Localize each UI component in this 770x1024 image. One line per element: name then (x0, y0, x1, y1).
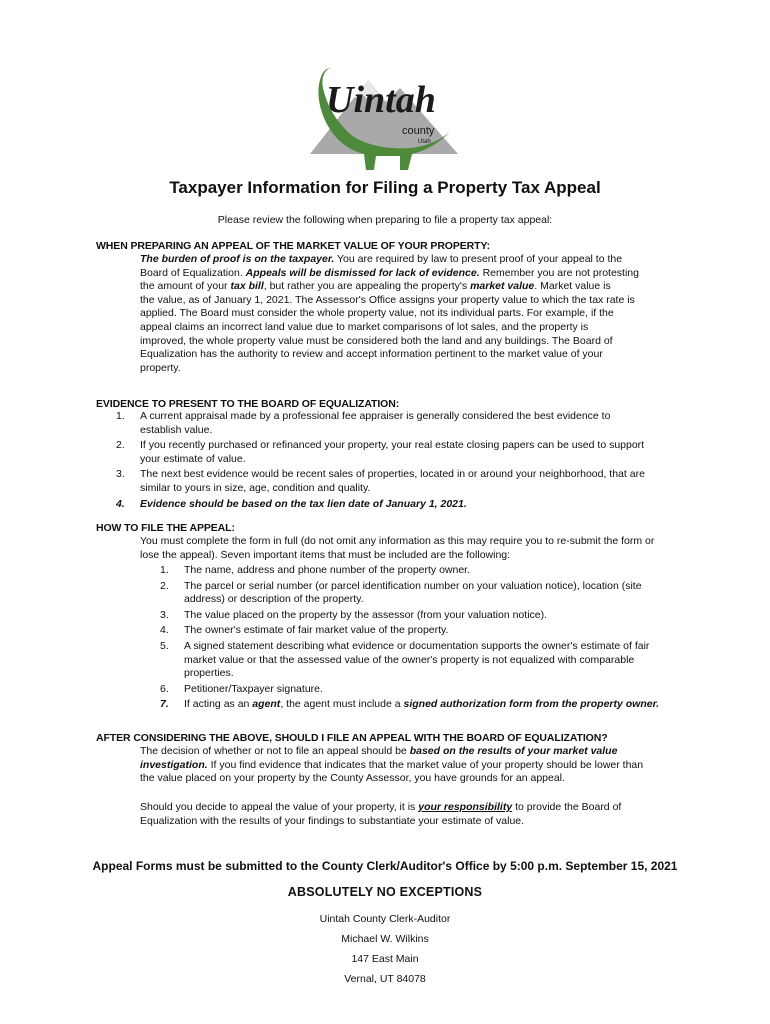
list-item: 2. If you recently purchased or refinanced your property, your real estate closing papers can be used to support your estimate of value. (116, 439, 645, 465)
logo-state-text: Utah (418, 139, 431, 145)
evidence-heading: EVIDENCE TO PRESENT TO THE BOARD OF EQUALIZATION: (96, 398, 400, 410)
market-value-paragraph: The burden of proof is on the taxpayer. You are required by law to present proof of your appeal to the Board of Equalization. Appeals will be dismissed for lack of evidence. Remember you are not protesting the amount of your tax bill, but rather you are appealing the property's market value. Market value is the value, as of January 1, 2021. The Assessor's Office assigns your property value to which the tax rate is applied. The Board must consider the whole property value, not its individual parts. For example, if the appeal claims an incorrect land value due to market comparisons of lot sales, and the property is improved, the whole property value must be considered both the land and any buildings. The Board of Equalization has the authority to review and accept information pertinent to the market value of your property. (140, 253, 639, 374)
deadline-notice: Appeal Forms must be submitted to the County Clerk/Auditor's Office by 5:00 p.m. September 15, 2021 (92, 859, 678, 873)
page-subtitle: Please review the following when preparing to file a property tax appeal: (217, 214, 553, 226)
list-item: 1. A current appraisal made by a professional fee appraiser is generally considered the best evidence to establish value. (116, 410, 611, 436)
list-item: 1. The name, address and phone number of the property owner. (160, 564, 471, 576)
logo-county-text: county (402, 125, 435, 137)
list-item: 2. The parcel or serial number (or parcel identification number on your valuation notice), location (site address) or description of the property. (160, 579, 642, 606)
uintah-county-logo (290, 58, 460, 174)
page-title: Taxpayer Information for Filing a Property Tax Appeal (169, 178, 601, 197)
list-item: 4. Evidence should be based on the tax lien date of January 1, 2021. (116, 497, 467, 510)
address-line: 147 East Main (351, 953, 419, 965)
address-line: Uintah County Clerk-Auditor (319, 913, 451, 925)
list-item: 4. The owner's estimate of fair market value of the property. (160, 624, 449, 637)
no-exceptions-notice: ABSOLUTELY NO EXCEPTIONS (287, 885, 483, 899)
logo-brand-text: Uintah (326, 79, 436, 121)
dismissal-warning-text: Appeals will be dismissed for lack of evidence. (245, 266, 480, 279)
responsibility-paragraph: Should you decide to appeal the value of your property, it is your responsibility to provide the Board of Equalization with the results of your findings to substantiate your estimate of value. (140, 801, 622, 827)
how-to-file-heading: HOW TO FILE THE APPEAL: (96, 522, 235, 534)
burden-of-proof-text: The burden of proof is on the taxpayer. (140, 253, 335, 265)
list-item: 6. Petitioner/Taxpayer signature. (160, 682, 323, 695)
market-value-heading: WHEN PREPARING AN APPEAL OF THE MARKET VALUE OF YOUR PROPERTY: (96, 240, 490, 252)
required-items-list (160, 564, 660, 714)
list-item: 5. A signed statement describing what evidence or documentation supports the owner's estimate of fair market value or that the assessed value of the owner's property is not equalized with comparable properties. (160, 639, 650, 680)
how-to-file-intro: You must complete the form in full (do not omit any information as this may require you to re-submit the form or lose the appeal). Seven important items that must be included are the following: (140, 535, 655, 561)
address-line: Michael W. Wilkins (341, 933, 429, 945)
evidence-list (116, 410, 646, 513)
decision-paragraph: The decision of whether or not to file an appeal should be based on the results of your market value investigation. If you find evidence that indicates that the market value of your property should be lower than the value placed on your property by the County Assessor, you have grounds for an appeal. (140, 745, 644, 785)
address-line: Vernal, UT 84078 (344, 973, 426, 985)
list-item: 3. The next best evidence would be recent sales of properties, located in or around your neighborhood, that are similar to yours in size, age, condition and quality. (116, 468, 645, 494)
after-considering-heading: AFTER CONSIDERING THE ABOVE, SHOULD I FILE AN APPEAL WITH THE BOARD OF EQUALIZATION? (96, 732, 608, 744)
list-item: 7. If acting as an agent, the agent must include a signed authorization form from the property owner. (160, 698, 660, 711)
list-item: 3. The value placed on the property by the assessor (from your valuation notice). (160, 608, 548, 621)
